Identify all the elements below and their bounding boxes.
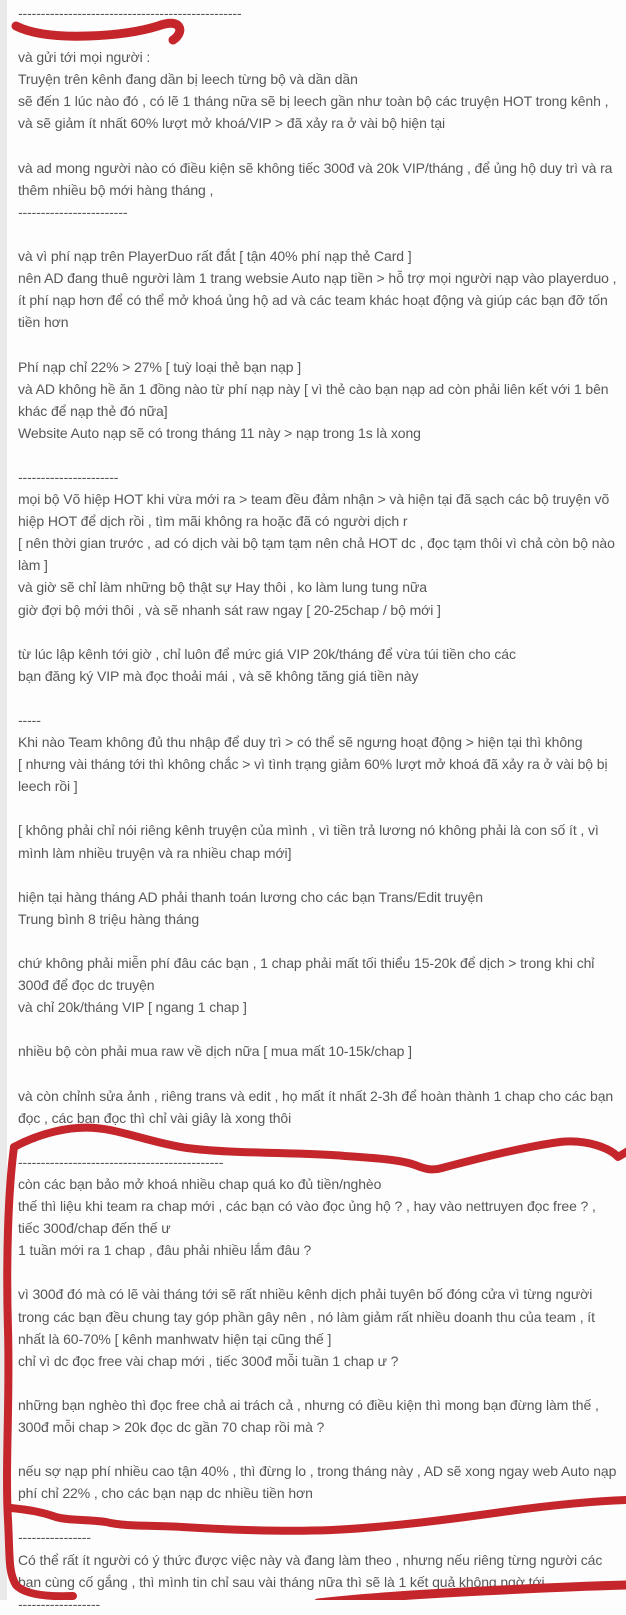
blank-line	[18, 1504, 624, 1526]
text-line: 300đ mỗi chap > 20k đọc dc gần 70 chap rồi mà ?	[18, 1419, 325, 1435]
text-line: phí chỉ 22% , cho các bạn nạp dc nhiều tiền hơn	[18, 1485, 313, 1502]
text-line: 300đ để đọc dc truyện	[18, 977, 155, 994]
text-line: ít phí nạp hơn để có thể mở khoá ủng hộ ad và các team khác hoạt động và giúp các bạn đỡ tốn	[18, 292, 608, 309]
text-line: thêm nhiều bộ mới hàng tháng ,	[18, 181, 214, 198]
text-line: còn các bạn bảo mở khoá nhiều chap quá ko đủ tiền/nghèo	[18, 1175, 382, 1192]
text-line: [ nhưng vài tháng tới thì không chắc > vì tình trạng giảm 60% lượt mở khoá đã xảy ra ở vài bộ bị	[18, 756, 608, 773]
text-line: và AD không hề ăn 1 đồng nào từ phí nạp này [ vì thẻ cào bạn nạp ad còn phải liên kết với 1 bên	[18, 380, 609, 397]
blank-line	[18, 1438, 624, 1460]
divider-line: ------------------	[18, 1595, 101, 1612]
text-line: tiền hơn	[18, 314, 69, 331]
text-line: Phí nạp chỉ 22% > 27% [ tuỳ loại thẻ bạn nạp ]	[18, 358, 301, 375]
text-line: 1 tuần mới ra 1 chap , đâu phải nhiều lắm đâu ?	[18, 1242, 312, 1259]
blank-line	[18, 1261, 624, 1283]
divider-line: ----	[18, 1131, 37, 1148]
divider-line: ------------------------	[18, 203, 128, 220]
divider-line: -----	[18, 712, 41, 728]
text-line: chỉ vì dc đọc free vài chap mới , tiếc 300đ mỗi tuần 1 chap ư ?	[18, 1352, 399, 1369]
text-line: nếu sợ nạp phí nhiều cao tận 40% , thì đừng lo , trong tháng này , AD sẽ xong ngay web Auto nạp	[18, 1463, 617, 1480]
blank-line	[18, 687, 624, 709]
text-line: bạn cùng cố gắng , thì mình tin chỉ sau vài tháng nữa thì sẽ là 1 kết quả không ngờ tới	[18, 1573, 545, 1590]
text-line: Có thể rất ít người có ý thức được việc này và đang làm theo , nhưng nếu riêng từng người các	[18, 1551, 603, 1568]
text-line: [ nên thời gian trước , ad có dịch vài bộ tạm tạm nên chả HOT dc , đọc tạm thôi vì chả còn bộ nào	[18, 535, 615, 552]
blank-line	[18, 333, 624, 355]
document-text	[18, 2, 624, 1615]
divider-line: -------------------------------------------------	[18, 5, 242, 21]
blank-line	[18, 135, 624, 157]
text-line: hiệp HOT để dịch rồi , tìm mãi không ra hoặc đã có người dịch r	[18, 513, 408, 530]
divider-line: ----------------	[18, 1529, 91, 1546]
text-line: nhiều bộ còn phải mua raw về dịch nữa [ mua mất 10-15k/chap ]	[18, 1043, 412, 1060]
text-line: đọc , các bạn đọc thì chỉ vài giây là xong thôi	[18, 1109, 292, 1126]
blank-line	[18, 223, 624, 245]
text-line: giờ đợi bộ mới thôi , và sẽ nhanh sát raw ngay [ 20-25chap / bộ mới ]	[18, 601, 441, 618]
page-left-edge-strip	[0, 0, 7, 1600]
text-line: bạn đăng ký VIP mà đọc thoải mái , và sẽ không tăng giá tiền này	[18, 667, 419, 684]
text-line: sẽ đến 1 lúc nào đó , có lẽ 1 tháng nữa sẽ bị leech gần như toàn bộ các truyện HOT trong kênh ,	[18, 93, 609, 110]
text-line: từ lúc lập kênh tới giờ , chỉ luôn để mức giá VIP 20k/tháng để vừa túi tiền cho các	[18, 645, 516, 662]
text-line: và chỉ 20k/tháng VIP [ ngang 1 chap ]	[18, 999, 247, 1016]
text-line: Truyện trên kênh đang dần bị leech từng bộ và dần dần	[18, 71, 358, 88]
text-line: và giờ sẽ chỉ làm những bộ thật sự Hay thôi , ko làm lung tung nữa	[18, 579, 427, 596]
blank-line	[18, 1372, 624, 1394]
blank-line	[18, 864, 624, 886]
text-line: và ad mong người nào có điều kiện sẽ không tiếc 300đ và 20k VIP/tháng , để ủng hộ duy trì và ra	[18, 159, 613, 176]
text-line: leech rồi ]	[18, 778, 78, 795]
divider-line: ---------------------------------------------	[18, 1153, 224, 1170]
text-line: nhất là 60-70% [ kênh manhwatv hiện tại cũng thế ]	[18, 1330, 332, 1347]
text-line: chứ không phải miễn phí đâu các bạn , 1 chap phải mất tối thiểu 15-20k để dịch > trong khi chỉ	[18, 955, 595, 972]
blank-line	[18, 621, 624, 643]
text-line: Website Auto nạp sẽ có trong tháng 11 này > nạp trong 1s là xong	[18, 424, 421, 441]
text-line: Trung bình 8 triệu hàng tháng	[18, 910, 200, 927]
text-line: và gửi tới mọi người :	[18, 49, 151, 66]
divider-line: ----------------------	[18, 468, 119, 485]
text-line: hiện tại hàng tháng AD phải thanh toán lương cho các bạn Trans/Edit truyện	[18, 888, 483, 905]
blank-line	[18, 444, 624, 466]
text-line: thế thì liệu khi team ra chap mới , các bạn có vào đọc ủng hộ ? , hay vào nettruyen đọc free ? ,	[18, 1198, 596, 1215]
text-line: và còn chỉnh sửa ảnh , riêng trans và edit , họ mất ít nhất 2-3h để hoàn thành 1 chap cho các bạn	[18, 1087, 614, 1104]
blank-line	[18, 1063, 624, 1085]
text-line: khác để nạp thẻ đó nữa]	[18, 402, 168, 419]
text-line: nên AD đang thuê người làm 1 trang websie Auto nạp tiền > hỗ trợ mọi người nạp vào playerduo ,	[18, 270, 617, 287]
text-line: trong các bạn đều chung tay góp phần gây nên , nó làm giảm rất nhiều doanh thu của team , ít	[18, 1308, 595, 1325]
text-line: vì 300đ đó mà có lẽ vài tháng tới sẽ rất nhiều kênh dịch phải tuyên bố đóng cửa vì từng người	[18, 1286, 593, 1303]
blank-line	[18, 930, 624, 952]
text-line: [ không phải chỉ nói riêng kênh truyện của mình , vì tiền trả lương nó không phải là con số ít , vì	[18, 822, 599, 839]
text-line: những bạn nghèo thì đọc free chả ai trách cả , nhưng có điều kiện thì mong bạn đừng làm thế ,	[18, 1396, 599, 1413]
text-line: làm ]	[18, 557, 48, 574]
blank-line	[18, 24, 624, 46]
text-line: mọi bộ Võ hiệp HOT khi vừa mới ra > team đều đảm nhận > và hiện tại đã sạch các bộ truyện võ	[18, 491, 610, 508]
text-line: Khi nào Team không đủ thu nhập để duy trì > có thể sẽ ngưng hoạt động > hiện tại thì không	[18, 734, 583, 751]
text-line: và sẽ giảm ít nhất 60% lượt mở khoá/VIP > đã xảy ra ở vài bộ hiện tại	[18, 115, 446, 132]
blank-line	[18, 797, 624, 819]
text-line: mình làm nhiều truyện và ra nhiều chap mới]	[18, 844, 292, 861]
text-line: tiếc 300đ/chap đến thế ư	[18, 1220, 171, 1237]
text-line: và vì phí nạp trên PlayerDuo rất đắt [ tận 40% phí nạp thẻ Card ]	[18, 248, 412, 265]
blank-line	[18, 1018, 624, 1040]
